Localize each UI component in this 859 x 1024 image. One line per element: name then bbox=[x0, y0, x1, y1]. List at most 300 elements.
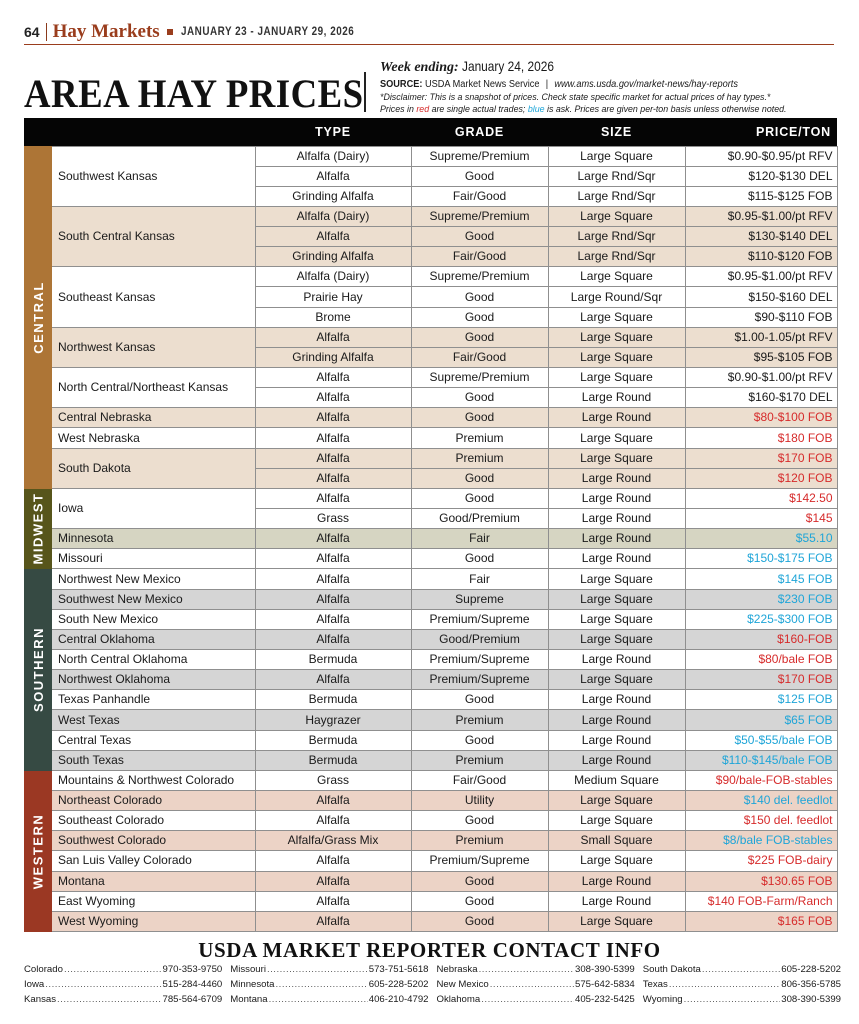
type-cell: Haygrazer bbox=[255, 710, 411, 730]
price-cell: $110-$145/bale FOB bbox=[685, 750, 837, 770]
grade-cell: Good/Premium bbox=[411, 629, 548, 649]
disclaimer-blue-word: blue bbox=[527, 104, 545, 115]
disclaimer-line-1: *Disclaimer: This is a snapshot of prices. Check state specific market for actual prices of hay types.* bbox=[380, 92, 771, 103]
location-cell: Southwest Colorado bbox=[52, 831, 255, 851]
type-cell: Alfalfa bbox=[255, 327, 411, 347]
size-cell: Large Square bbox=[548, 851, 685, 871]
week-ending-date: January 24, 2026 bbox=[462, 58, 555, 74]
type-cell: Grinding Alfalfa bbox=[255, 247, 411, 267]
location-cell: South New Mexico bbox=[52, 609, 255, 629]
size-cell: Large Square bbox=[548, 448, 685, 468]
type-cell: Alfalfa bbox=[255, 488, 411, 508]
size-cell: Large Round bbox=[548, 690, 685, 710]
location-cell: North Central Oklahoma bbox=[52, 650, 255, 670]
table-row bbox=[52, 851, 837, 871]
week-ending-label: Week ending: bbox=[380, 60, 459, 75]
contact-phone: 575-642-5834 bbox=[575, 979, 635, 990]
price-cell: $130-$140 DEL bbox=[685, 227, 837, 247]
price-cell: $0.90-$1.00/pt RFV bbox=[685, 368, 837, 388]
price-table-body bbox=[52, 146, 837, 931]
location-cell: Southeast Colorado bbox=[52, 811, 255, 831]
grade-cell: Good bbox=[411, 811, 548, 831]
price-cell: $90-$110 FOB bbox=[685, 307, 837, 327]
price-cell: $150-$175 FOB bbox=[685, 549, 837, 569]
location-cell: Central Oklahoma bbox=[52, 629, 255, 649]
size-cell: Large Round bbox=[548, 710, 685, 730]
type-column-header: TYPE bbox=[255, 118, 411, 146]
location-cell: West Nebraska bbox=[52, 428, 255, 448]
grade-cell: Supreme/Premium bbox=[411, 368, 548, 388]
contact-list bbox=[24, 962, 839, 1007]
grade-cell: Good bbox=[411, 166, 548, 186]
region-name: MIDWEST bbox=[30, 492, 46, 565]
price-cell: $50-$55/bale FOB bbox=[685, 730, 837, 750]
table-row bbox=[52, 589, 837, 609]
contact-state: Colorado bbox=[24, 964, 63, 975]
disclaimer-line-2 bbox=[380, 104, 800, 116]
location-cell: Texas Panhandle bbox=[52, 690, 255, 710]
size-cell: Large Square bbox=[548, 670, 685, 690]
issue-dates: JANUARY 23 - JANUARY 29, 2026 bbox=[180, 26, 354, 38]
table-row bbox=[52, 609, 837, 629]
type-cell: Brome bbox=[255, 307, 411, 327]
region-label-central bbox=[24, 146, 52, 489]
week-ending bbox=[380, 56, 832, 78]
location-cell: San Luis Valley Colorado bbox=[52, 851, 255, 871]
dot-leader bbox=[490, 977, 574, 992]
type-cell: Grinding Alfalfa bbox=[255, 347, 411, 367]
location-cell: Northwest New Mexico bbox=[52, 569, 255, 589]
grade-cell: Good bbox=[411, 488, 548, 508]
table-row bbox=[52, 750, 837, 770]
size-cell: Large Square bbox=[548, 811, 685, 831]
type-cell: Alfalfa/Grass Mix bbox=[255, 831, 411, 851]
hay-price-table bbox=[52, 118, 838, 932]
source-separator: | bbox=[545, 79, 549, 90]
table-row bbox=[52, 267, 837, 287]
location-cell: Southeast Kansas bbox=[52, 267, 255, 327]
sidebar-header-cap bbox=[24, 118, 52, 146]
contact-entry bbox=[437, 962, 635, 977]
location-cell: Minnesota bbox=[52, 529, 255, 549]
table-row bbox=[52, 549, 837, 569]
price-cell: $145 FOB bbox=[685, 569, 837, 589]
contact-state: Iowa bbox=[24, 979, 45, 990]
type-cell: Alfalfa bbox=[255, 227, 411, 247]
source-line bbox=[380, 78, 796, 92]
price-cell: $170 FOB bbox=[685, 448, 837, 468]
size-cell: Large Square bbox=[548, 327, 685, 347]
table-row bbox=[52, 206, 837, 226]
type-cell: Alfalfa (Dairy) bbox=[255, 146, 411, 166]
location-cell: Northwest Oklahoma bbox=[52, 670, 255, 690]
size-cell: Large Square bbox=[548, 609, 685, 629]
price-cell: $225 FOB-dairy bbox=[685, 851, 837, 871]
size-cell: Large Square bbox=[548, 911, 685, 931]
table-row bbox=[52, 831, 837, 851]
table-row bbox=[52, 650, 837, 670]
size-cell: Large Square bbox=[548, 347, 685, 367]
location-cell: Central Texas bbox=[52, 730, 255, 750]
size-cell: Large Round bbox=[548, 468, 685, 488]
type-cell: Alfalfa (Dairy) bbox=[255, 206, 411, 226]
grade-cell: Good bbox=[411, 871, 548, 891]
location-cell: Mountains & Northwest Colorado bbox=[52, 770, 255, 790]
contact-entry bbox=[24, 977, 222, 992]
price-cell: $0.95-$1.00/pt RFV bbox=[685, 267, 837, 287]
type-cell: Alfalfa bbox=[255, 408, 411, 428]
dot-leader bbox=[481, 992, 574, 1007]
grade-cell: Good bbox=[411, 690, 548, 710]
source-name: USDA Market News Service bbox=[424, 79, 540, 90]
contact-column bbox=[437, 962, 643, 1007]
size-cell: Large Round bbox=[548, 388, 685, 408]
price-cell: $145 bbox=[685, 509, 837, 529]
price-cell: $0.95-$1.00/pt RFV bbox=[685, 206, 837, 226]
grade-cell: Good bbox=[411, 911, 548, 931]
region-sidebar bbox=[24, 118, 52, 932]
size-cell: Large Round bbox=[548, 509, 685, 529]
price-cell: $140 del. feedlot bbox=[685, 791, 837, 811]
type-cell: Alfalfa bbox=[255, 428, 411, 448]
table-row bbox=[52, 710, 837, 730]
size-cell: Large Round bbox=[548, 408, 685, 428]
grade-cell: Good bbox=[411, 730, 548, 750]
location-cell: Northwest Kansas bbox=[52, 327, 255, 367]
dot-leader bbox=[45, 977, 161, 992]
grade-cell: Premium bbox=[411, 448, 548, 468]
price-cell: $180 FOB bbox=[685, 428, 837, 448]
dot-leader bbox=[269, 992, 368, 1007]
size-cell: Large Round bbox=[548, 529, 685, 549]
type-cell: Alfalfa bbox=[255, 549, 411, 569]
region-label-midwest bbox=[24, 489, 52, 570]
price-cell: $150 del. feedlot bbox=[685, 811, 837, 831]
contact-state: Kansas bbox=[24, 994, 56, 1005]
dot-leader bbox=[267, 962, 368, 977]
type-cell: Alfalfa bbox=[255, 629, 411, 649]
size-cell: Large Square bbox=[548, 629, 685, 649]
contact-state: Nebraska bbox=[436, 964, 478, 975]
contact-column bbox=[643, 962, 849, 1007]
table-row bbox=[52, 871, 837, 891]
table-row bbox=[52, 408, 837, 428]
contact-entry bbox=[643, 962, 841, 977]
size-cell: Medium Square bbox=[548, 770, 685, 790]
grade-cell: Good/Premium bbox=[411, 509, 548, 529]
grade-cell: Premium bbox=[411, 750, 548, 770]
price-cell: $80-$100 FOB bbox=[685, 408, 837, 428]
type-cell: Bermuda bbox=[255, 650, 411, 670]
price-cell: $225-$300 FOB bbox=[685, 609, 837, 629]
type-cell: Alfalfa bbox=[255, 609, 411, 629]
table-row bbox=[52, 690, 837, 710]
contact-phone: 605-228-5202 bbox=[781, 964, 841, 975]
contact-phone: 605-228-5202 bbox=[368, 979, 429, 990]
size-cell: Large Round bbox=[548, 750, 685, 770]
grade-cell: Fair bbox=[411, 569, 548, 589]
table-row bbox=[52, 811, 837, 831]
location-cell: Iowa bbox=[52, 488, 255, 528]
size-cell: Large Square bbox=[548, 368, 685, 388]
price-cell: $120 FOB bbox=[685, 468, 837, 488]
type-cell: Alfalfa bbox=[255, 791, 411, 811]
grade-cell: Premium/Supreme bbox=[411, 851, 548, 871]
size-cell: Large Rnd/Sqr bbox=[548, 247, 685, 267]
table-row bbox=[52, 730, 837, 750]
contact-entry bbox=[230, 962, 428, 977]
contact-state: Missouri bbox=[230, 964, 266, 975]
disclaimer-prefix: Prices in bbox=[380, 104, 417, 115]
price-cell: $165 FOB bbox=[685, 911, 837, 931]
grade-cell: Premium bbox=[411, 428, 548, 448]
type-cell: Alfalfa bbox=[255, 569, 411, 589]
magazine-section-title: Hay Markets bbox=[52, 21, 160, 42]
price-cell: $55.10 bbox=[685, 529, 837, 549]
grade-cell: Fair/Good bbox=[411, 247, 548, 267]
location-cell: Central Nebraska bbox=[52, 408, 255, 428]
size-cell: Large Round bbox=[548, 891, 685, 911]
price-cell: $1.00-1.05/pt RFV bbox=[685, 327, 837, 347]
dot-leader bbox=[276, 977, 368, 992]
table-row bbox=[52, 911, 837, 931]
type-cell: Alfalfa bbox=[255, 166, 411, 186]
size-cell: Large Round/Sqr bbox=[548, 287, 685, 307]
price-cell: $160-$170 DEL bbox=[685, 388, 837, 408]
contact-entry bbox=[230, 977, 428, 992]
contact-column bbox=[230, 962, 436, 1007]
dot-leader bbox=[57, 992, 162, 1007]
contact-entry bbox=[643, 992, 841, 1007]
type-cell: Bermuda bbox=[255, 690, 411, 710]
table-header-row bbox=[52, 118, 837, 146]
contact-entry bbox=[437, 977, 635, 992]
contact-phone: 308-390-5399 bbox=[781, 994, 841, 1005]
location-cell: Northeast Colorado bbox=[52, 791, 255, 811]
dot-leader bbox=[64, 962, 162, 977]
price-cell: $160-FOB bbox=[685, 629, 837, 649]
price-cell: $230 FOB bbox=[685, 589, 837, 609]
price-cell: $80/bale FOB bbox=[685, 650, 837, 670]
size-cell: Large Round bbox=[548, 549, 685, 569]
table-row bbox=[52, 488, 837, 508]
size-cell: Large Rnd/Sqr bbox=[548, 186, 685, 206]
size-cell: Large Round bbox=[548, 650, 685, 670]
grade-cell: Good bbox=[411, 327, 548, 347]
region-label-southern bbox=[24, 569, 52, 771]
size-cell: Large Round bbox=[548, 871, 685, 891]
price-cell: $142.50 bbox=[685, 488, 837, 508]
grade-cell: Good bbox=[411, 549, 548, 569]
table-row bbox=[52, 529, 837, 549]
contact-state: Texas bbox=[642, 979, 668, 990]
grade-cell: Good bbox=[411, 388, 548, 408]
price-cell: $0.90-$0.95/pt RFV bbox=[685, 146, 837, 166]
dot-leader bbox=[684, 992, 781, 1007]
type-cell: Alfalfa bbox=[255, 911, 411, 931]
type-cell: Alfalfa bbox=[255, 811, 411, 831]
grade-cell: Fair/Good bbox=[411, 770, 548, 790]
size-cell: Small Square bbox=[548, 831, 685, 851]
size-cell: Large Square bbox=[548, 428, 685, 448]
grade-cell: Supreme/Premium bbox=[411, 267, 548, 287]
disclaimer-mid: are single actual trades; bbox=[429, 104, 528, 115]
grade-cell: Good bbox=[411, 287, 548, 307]
contact-phone: 406-210-4792 bbox=[368, 994, 429, 1005]
location-cell: Montana bbox=[52, 871, 255, 891]
contact-state: Montana bbox=[230, 994, 268, 1005]
dot-leader bbox=[669, 977, 780, 992]
contact-phone: 405-232-5425 bbox=[575, 994, 635, 1005]
price-cell: $140 FOB-Farm/Ranch bbox=[685, 891, 837, 911]
grade-cell: Utility bbox=[411, 791, 548, 811]
grade-cell: Fair/Good bbox=[411, 347, 548, 367]
table-row bbox=[52, 448, 837, 468]
region-name: SOUTHERN bbox=[30, 627, 46, 713]
type-cell: Alfalfa bbox=[255, 871, 411, 891]
type-cell: Alfalfa bbox=[255, 670, 411, 690]
contact-entry bbox=[230, 992, 428, 1007]
report-info bbox=[380, 56, 832, 116]
type-cell: Alfalfa bbox=[255, 468, 411, 488]
contact-entry bbox=[643, 977, 841, 992]
square-bullet-icon bbox=[167, 29, 173, 35]
location-cell: North Central/Northeast Kansas bbox=[52, 368, 255, 408]
location-cell: Southwest New Mexico bbox=[52, 589, 255, 609]
running-header bbox=[24, 20, 382, 44]
location-cell: South Texas bbox=[52, 750, 255, 770]
price-cell: $95-$105 FOB bbox=[685, 347, 837, 367]
type-cell: Alfalfa bbox=[255, 448, 411, 468]
type-cell: Grass bbox=[255, 770, 411, 790]
region-name: WESTERN bbox=[30, 813, 46, 889]
page-number: 64 bbox=[24, 24, 40, 40]
contact-state: New Mexico bbox=[436, 979, 489, 990]
page-title: AREA HAY PRICES bbox=[24, 71, 364, 116]
table-row bbox=[52, 146, 837, 166]
location-cell: South Dakota bbox=[52, 448, 255, 488]
contact-phone: 515-284-4460 bbox=[162, 979, 223, 990]
table-row bbox=[52, 629, 837, 649]
size-cell: Large Square bbox=[548, 307, 685, 327]
contact-state: Oklahoma bbox=[436, 994, 481, 1005]
contact-entry bbox=[437, 992, 635, 1007]
grade-cell: Fair bbox=[411, 529, 548, 549]
price-cell: $90/bale-FOB-stables bbox=[685, 770, 837, 790]
type-cell: Prairie Hay bbox=[255, 287, 411, 307]
contact-state: Wyoming bbox=[642, 994, 683, 1005]
table-row bbox=[52, 770, 837, 790]
type-cell: Bermuda bbox=[255, 730, 411, 750]
grade-cell: Premium/Supreme bbox=[411, 670, 548, 690]
price-cell: $120-$130 DEL bbox=[685, 166, 837, 186]
grade-column-header: GRADE bbox=[411, 118, 548, 146]
price-cell: $150-$160 DEL bbox=[685, 287, 837, 307]
type-cell: Grinding Alfalfa bbox=[255, 186, 411, 206]
location-cell: Missouri bbox=[52, 549, 255, 569]
grade-cell: Supreme/Premium bbox=[411, 206, 548, 226]
type-cell: Alfalfa bbox=[255, 368, 411, 388]
price-cell: $170 FOB bbox=[685, 670, 837, 690]
size-cell: Large Square bbox=[548, 791, 685, 811]
table-row bbox=[52, 670, 837, 690]
table-row bbox=[52, 327, 837, 347]
size-cell: Large Round bbox=[548, 488, 685, 508]
price-cell: $130.65 FOB bbox=[685, 871, 837, 891]
grade-cell: Good bbox=[411, 307, 548, 327]
size-cell: Large Square bbox=[548, 206, 685, 226]
size-cell: Large Square bbox=[548, 589, 685, 609]
disclaimer-suffix: is ask. Prices are given per-ton basis unless otherwise noted. bbox=[544, 104, 787, 115]
size-cell: Large Round bbox=[548, 730, 685, 750]
location-cell: East Wyoming bbox=[52, 891, 255, 911]
location-cell: West Wyoming bbox=[52, 911, 255, 931]
price-cell: $115-$125 FOB bbox=[685, 186, 837, 206]
price-cell: $125 FOB bbox=[685, 690, 837, 710]
table-row bbox=[52, 891, 837, 911]
table-row bbox=[52, 791, 837, 811]
grade-cell: Premium/Supreme bbox=[411, 650, 548, 670]
contact-column bbox=[24, 962, 230, 1007]
price-column-header: PRICE/TON bbox=[685, 118, 837, 146]
region-name: CENTRAL bbox=[30, 280, 46, 354]
contact-section-title: USDA MARKET REPORTER CONTACT INFO bbox=[198, 938, 661, 962]
grade-cell: Supreme bbox=[411, 589, 548, 609]
dot-leader bbox=[702, 962, 780, 977]
type-cell: Bermuda bbox=[255, 750, 411, 770]
source-url: www.ams.usda.gov/market-news/hay-reports bbox=[554, 79, 738, 90]
contact-entry bbox=[24, 962, 222, 977]
contact-state: South Dakota bbox=[642, 964, 701, 975]
grade-cell: Good bbox=[411, 468, 548, 488]
grade-cell: Premium bbox=[411, 831, 548, 851]
header-divider bbox=[46, 23, 47, 41]
type-cell: Alfalfa bbox=[255, 388, 411, 408]
type-cell: Alfalfa bbox=[255, 891, 411, 911]
dot-leader bbox=[479, 962, 574, 977]
contact-phone: 806-356-5785 bbox=[781, 979, 841, 990]
grade-cell: Premium bbox=[411, 710, 548, 730]
size-cell: Large Rnd/Sqr bbox=[548, 166, 685, 186]
table-row bbox=[52, 368, 837, 388]
size-cell: Large Square bbox=[548, 569, 685, 589]
table-row bbox=[52, 569, 837, 589]
source-label: SOURCE: bbox=[380, 79, 423, 90]
location-column-header bbox=[52, 118, 255, 146]
contact-entry bbox=[24, 992, 222, 1007]
grade-cell: Good bbox=[411, 227, 548, 247]
disclaimer-red-word: red bbox=[416, 104, 430, 115]
size-cell: Large Rnd/Sqr bbox=[548, 227, 685, 247]
contact-phone: 573-751-5618 bbox=[368, 964, 429, 975]
region-label-western bbox=[24, 771, 52, 932]
grade-cell: Fair/Good bbox=[411, 186, 548, 206]
contact-phone: 970-353-9750 bbox=[162, 964, 223, 975]
grade-cell: Premium/Supreme bbox=[411, 609, 548, 629]
price-cell: $65 FOB bbox=[685, 710, 837, 730]
title-divider bbox=[364, 72, 366, 112]
location-cell: Southwest Kansas bbox=[52, 146, 255, 206]
type-cell: Alfalfa bbox=[255, 529, 411, 549]
grade-cell: Good bbox=[411, 408, 548, 428]
price-cell: $110-$120 FOB bbox=[685, 247, 837, 267]
grade-cell: Supreme/Premium bbox=[411, 146, 548, 166]
contact-phone: 308-390-5399 bbox=[575, 964, 635, 975]
type-cell: Alfalfa bbox=[255, 851, 411, 871]
location-cell: West Texas bbox=[52, 710, 255, 730]
grade-cell: Good bbox=[411, 891, 548, 911]
size-cell: Large Square bbox=[548, 267, 685, 287]
